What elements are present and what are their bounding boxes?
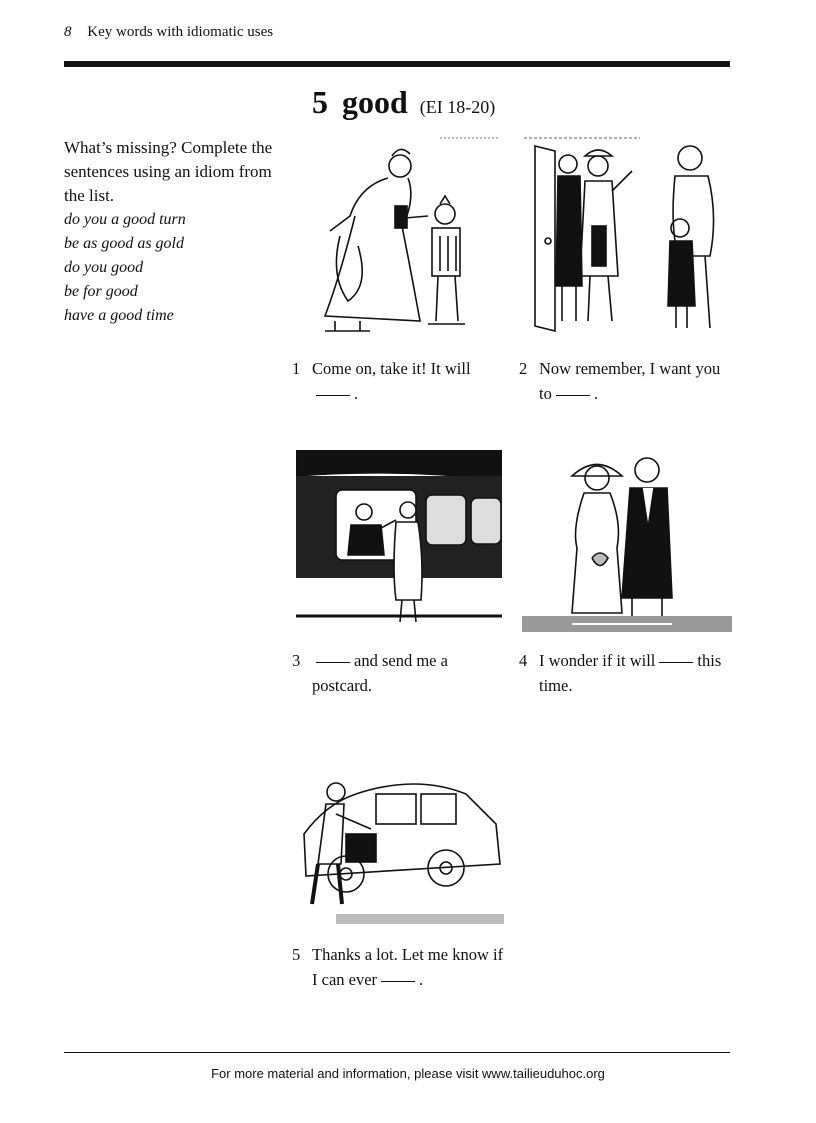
exercise-after: .	[354, 384, 359, 403]
exercise-after: this time.	[539, 651, 722, 695]
unit-reference: (EI 18-20)	[419, 97, 496, 117]
bottom-rule	[64, 1052, 730, 1053]
answer-blank[interactable]	[316, 394, 350, 396]
footer-text: For more material and information, please visit www.tailieuduhoc.org	[211, 1066, 605, 1081]
exercise-number: 5	[292, 945, 301, 964]
answer-blank[interactable]	[659, 661, 693, 663]
exercise-3	[292, 648, 492, 698]
illustration-wedding	[522, 448, 732, 632]
exercise-before: Thanks a lot. Let me know if I can ever	[312, 945, 504, 989]
answer-blank[interactable]	[556, 394, 590, 396]
idiom-item: do you a good turn	[64, 211, 186, 228]
running-head	[64, 24, 273, 41]
idiom-item: do you good	[64, 259, 144, 276]
exercise-1	[292, 356, 492, 406]
illustration-family-door	[520, 136, 732, 336]
page-number: 8	[64, 24, 72, 40]
top-rule	[64, 61, 730, 67]
answer-blank[interactable]	[381, 980, 415, 982]
exercise-number: 1	[292, 359, 301, 378]
instructions-text: What’s missing? Complete the sentences using an idiom from the list.	[64, 138, 273, 205]
idiom-item: be as good as gold	[64, 235, 184, 252]
exercise-5	[292, 942, 504, 992]
exercise-after: .	[419, 970, 424, 989]
exercise-number: 3	[292, 651, 301, 670]
exercise-before: Come on, take it! It will	[312, 359, 471, 378]
exercise-text	[312, 648, 492, 698]
exercise-number: 2	[519, 359, 528, 378]
exercise-number: 4	[519, 651, 528, 670]
exercise-before: I wonder if it will	[539, 651, 656, 670]
illustration-medicine	[300, 136, 505, 336]
exercise-4	[519, 648, 731, 698]
illustration-train	[296, 450, 502, 630]
running-title: Key words with idiomatic uses	[87, 24, 274, 40]
exercise-2	[519, 356, 729, 406]
idiom-item: be for good	[64, 283, 138, 300]
exercise-text	[539, 648, 731, 698]
answer-blank[interactable]	[316, 661, 350, 663]
exercise-before: Now remember, I want you to	[539, 359, 721, 403]
instructions	[64, 136, 274, 328]
exercise-text	[312, 942, 504, 992]
illustration-car	[296, 764, 504, 928]
idiom-list	[64, 208, 274, 328]
exercise-text	[539, 356, 729, 406]
unit-number: 5	[312, 84, 328, 120]
unit-title	[312, 84, 495, 121]
idiom-item: have a good time	[64, 307, 174, 324]
exercise-after: .	[593, 384, 598, 403]
exercise-text	[312, 356, 492, 406]
unit-keyword: good	[342, 84, 408, 120]
exercise-after: and send me a postcard.	[312, 651, 448, 695]
